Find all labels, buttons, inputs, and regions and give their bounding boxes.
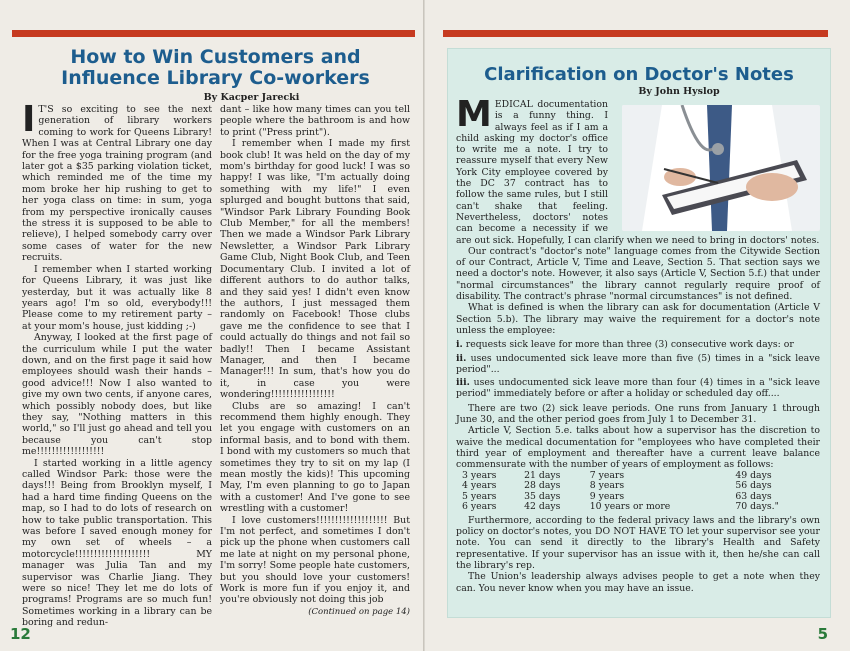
table-row: 4 years 28 days 8 years 56 days <box>462 480 772 492</box>
left-byline: By Kacper Jarecki <box>203 92 300 103</box>
left-page-number: 12 <box>10 625 31 643</box>
list-item: ii. uses undocumented sick leave more than five (5) times in a "sick leave period"... <box>456 352 820 375</box>
right-headline: Clarification on Doctor's Notes <box>484 64 794 85</box>
left-para-8: I love customers!!!!!!!!!!!!!!!!!!! But I'm not perfect, and sometimes I don't pick up the phone when customers call me late at night on my personal phone, I'm sorry! Some people hate customers, but you should love your customers! Work is more fun if you enjoy it, and you're obviously not doing this job <box>220 514 410 606</box>
left-para-5: dant – like how many times can you tell people where the bathroom is and how to print ("Press print"). <box>220 104 410 138</box>
right-page <box>425 0 850 651</box>
right-para-7: The Union's leadership always advises people to get a note when they can. You never know when you may have an issue. <box>456 571 820 594</box>
table-row: 6 years 42 days 10 years or more 70 days." <box>462 501 779 513</box>
left-column-2 <box>220 104 410 618</box>
list-item: i. requests sick leave for more than three (3) consecutive work days: or <box>456 339 794 351</box>
left-para-7: Clubs are so amazing! I can't recommend them highly enough. They let you engage with customers on an informal basis, and to bond with them. I bond with my customers so much that sometimes they try to sit on my lap (I mean mostly the kids)! This upcoming May, I'm even planning to go to Japan with a customer! And I've gone to see wrestling with a customer! <box>220 400 410 515</box>
left-headline: How to Win Customers and Influence Library Co-workers <box>61 46 370 89</box>
right-accent-bar <box>443 30 828 37</box>
left-para-3: Anyway, I looked at the first page of the curriculum while I put the water down, and on the first page it said how employees should wash their hands – good advice!!! Now I also wanted to give my own two cents, if anyone cares, which possibly nobody does, but like they say, "Nothing matters in this world," so I'll just go ahead and tell you because you can't stop me!!!!!!!!!!!!!!!!!! <box>22 332 212 458</box>
right-para-4: There are two (2) sick leave periods. One runs from January 1 through June 30, and the other period goes from July 1 to December 31. <box>456 402 820 426</box>
conditions-list <box>456 339 820 399</box>
leave-balance-table <box>462 471 814 513</box>
right-dropcap: M <box>456 94 492 135</box>
left-para-2: I remember when I started working for Queens Library, it was just like yesterday, but it was actually like 8 years ago! I'm so old, everybody!!! Please come to my retirement party – at your mom's house, just kidding ;-) <box>22 263 212 332</box>
right-para-6: Furthermore, according to the federal privacy laws and the library's own policy on doctor's notes, you DO NOT HAVE TO let your supervisor see your note. You can send it directly to the library's Health and Safety representative. If your supervisor has an issue with it, then he/she can call the library's rep. <box>456 514 820 572</box>
continued-note: (Continued on page 14) <box>308 606 410 617</box>
table-row: 3 years 21 days 7 years 49 days <box>462 469 772 481</box>
left-para-6: I remember when I made my first book club! It was held on the day of my mom's birthday for good luck! I was so happy! I was like, "I'm actually doing something with my life!" I even splurged and bought buttons that said, "Windsor Park Library Founding Book Club Member," for all the members! Then we made a Windsor Park Library Newsletter, a Windsor Park Library Game Club, Night Book Club, and Teen Documentary Club. I invited a lot of different authors to do author talks, and they said yes! I didn't even know the authors, I just messaged them randomly on Facebook! Those clubs gave me the confidence to see that I could actually do things and not fail so badly!! Then I became Assistant Manager, and then I became Manager!!! In sum, that's how you do it, in case you were wondering!!!!!!!!!!!!!!!!! <box>220 138 410 401</box>
article-box <box>447 48 831 618</box>
right-para-2: Our contract's "doctor's note" language comes from the Citywide Section of our Contract, Article V, Time and Leave, Section 5. That section says we need a doctor's note. However, it also says (Article V, Section 5.f.) that under "normal circumstances" the library cannot regularly require proof of disability. The contract's phrase "normal circumstances" is not defined. <box>456 245 820 303</box>
right-para-5: Article V, Section 5.e. talks about how a supervisor has the discretion to waive the medical documentation for "employees who have completed their third year of employment and thereafter have a current leave balance commensurate with the number of years of employment as follows: <box>456 425 820 471</box>
right-para-3: What is defined is when the library can ask for documentation (Article V Section 5.b). The library may waive the requirement for a doctor's note unless the employee: <box>456 302 820 336</box>
table-row: 5 years 35 days 9 years 63 days <box>462 490 772 502</box>
right-byline: By John Hyslop <box>638 86 720 97</box>
left-para-4: I started working in a little agency called Windsor Park: those were the days!!! Being from Brooklyn myself, I had a hard time finding Queens on the map, so I had to do lots of research on how to take public transportation. This was before I saved enough money for my own set of wheels – a motorcycle!!!!!!!!!!!!!!!!!!!! MY manager was Julia Tan and my supervisor was Charlie Jiang. They were so nice! They let me do lots of programs! Programs are so much fun! Sometimes working in a library can be boring and redun- <box>22 457 212 629</box>
left-para-1: I T'S so exciting to see the next generation of library workers coming to work for Queens Library! When I was at Central Library one day for the free yoga training program (and later got a $35 parking violation ticket, which reminded me of the time my mom broke her hip rushing to get to her yoga class on time: in sum, yoga from my perspective ironically causes the stress it is supposed to be able to relieve), I helped somebody carry over some cases of water for the new recruits. <box>22 99 212 264</box>
list-item: iii. uses undocumented sick leave more than four (4) times in a "sick leave period" immediately before or after a holiday or scheduled day off.... <box>456 377 820 400</box>
left-accent-bar <box>12 30 415 37</box>
left-page <box>0 0 424 651</box>
right-para-1: MEDICAL documentation is a funny thing. I always feel as if I am a child asking my doctor's office to write me a note. I try to reassure myself that every New York City employee covered by the DC 37 contract has to follow the same rules, but I still can't shake that feeling. Nevertheless, doctors' notes can become a necessity if we are out sick. Hopefully, I can clarify when we need to bring in doctors' notes. <box>456 94 820 246</box>
left-dropcap: I <box>22 99 36 140</box>
right-article-body <box>456 94 820 594</box>
right-page-number: 5 <box>817 625 828 643</box>
left-column-1 <box>22 99 212 629</box>
